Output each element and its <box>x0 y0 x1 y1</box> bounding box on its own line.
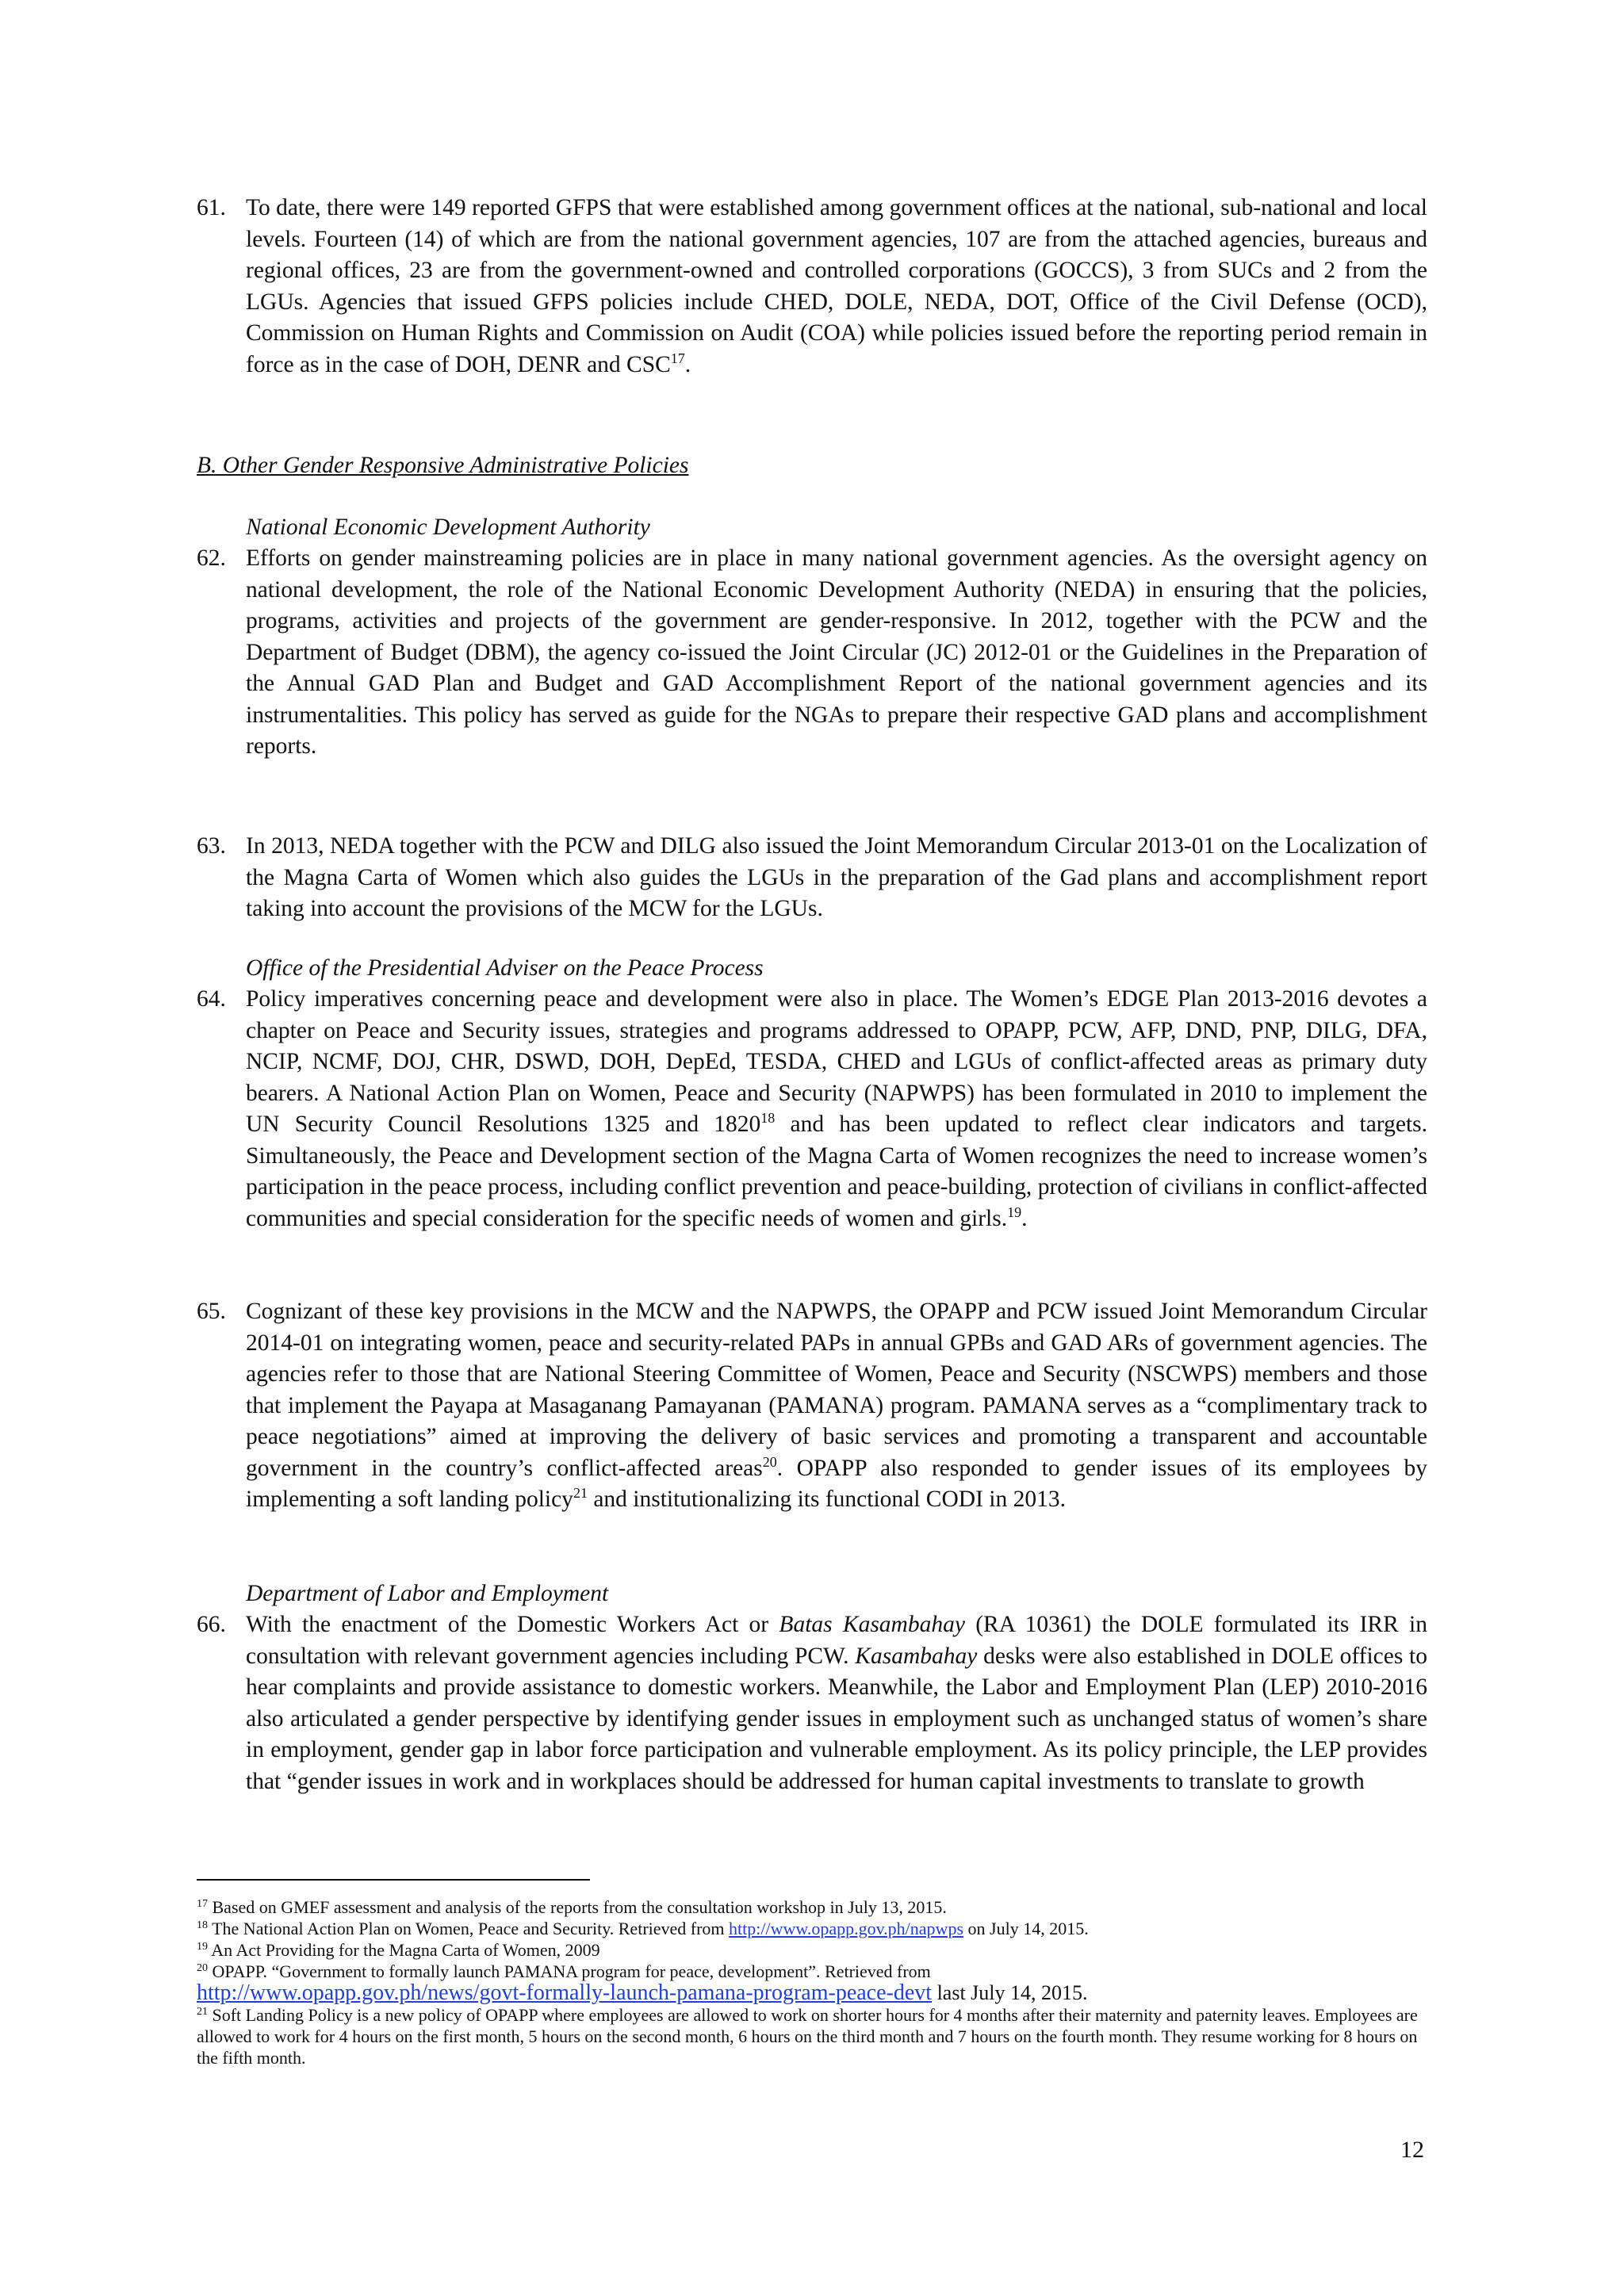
subheading-dole: Department of Labor and Employment <box>246 1581 609 1606</box>
footnote-18 <box>197 1918 1427 1939</box>
footnote-number: 18 <box>197 1919 208 1931</box>
footnote-link[interactable]: http://www.opapp.gov.ph/napwps <box>729 1919 964 1938</box>
footnote-number: 17 <box>197 1898 208 1910</box>
paragraph-number: 65. <box>197 1299 226 1324</box>
paragraph-text: . OPAPP also responded to gender issues of its employees by implementing a soft landing policy <box>246 1455 1427 1512</box>
footnote-text: last July 14, 2015. <box>932 1981 1088 2004</box>
page-number: 12 <box>1400 2137 1424 2163</box>
footnote-number: 19 <box>197 1941 208 1953</box>
paragraph-text: (RA 10361) the DOLE formulated its IRR in consultation with relevant government agencies including PCW. <box>246 1612 1428 1669</box>
footnote-ref-18: 18 <box>760 1110 776 1126</box>
paragraph-number: 63. <box>197 833 226 859</box>
paragraph-number: 66. <box>197 1612 226 1637</box>
paragraph-61 <box>197 193 1427 381</box>
paragraph-65 <box>197 1296 1427 1516</box>
paragraph-text: Cognizant of these key provisions in the MCW and the NAPWPS, the OPAPP and PCW issued Joint Memorandum Circular 2014-01 on integrating women, peace and security-related PAPs in annual GPBs and GAD ARs of government agencies. The agencies refer to those that are National Steering Committee of Women, Peace and Security (NSCWPS) members and those that implement the Payapa at Masaganang Pamayanan (PAMANA) program. PAMANA serves as a “complimentary track to peace negotiations” aimed at improving the delivery of basic services and promoting a transparent and accountable government in the country’s conflict-affected areas <box>246 1299 1427 1481</box>
footnote-text: The National Action Plan on Women, Peace and Security. Retrieved from <box>208 1919 730 1938</box>
footnote-19 <box>197 1939 1427 1961</box>
subheading-opapp: Office of the Presidential Adviser on the Peace Process <box>246 955 764 981</box>
footnote-ref-19: 19 <box>1007 1203 1022 1220</box>
paragraph-62 <box>197 543 1427 763</box>
footnote-link[interactable]: http://www.opapp.gov.ph/news/govt-formally-launch-pamana-program-peace-devt <box>197 1980 933 2005</box>
paragraph-text: and has been updated to reflect clear indicators and targets. Simultaneously, the Peace and Development section of the Magna Carta of Women recognizes the need to increase women’s participation in the peace process, including conflict prevention and peace-building, protection of civilians in conflict-affected communities and special consideration for the specific needs of women and girls. <box>246 1112 1427 1231</box>
footnote-number: 21 <box>197 2006 208 2018</box>
footnote-divider <box>197 1879 590 1881</box>
paragraph-text: To date, there were 149 reported GFPS that were established among government offices at the national, sub-national and local levels. Fourteen (14) of which are from the national government agencies, 107 are from the attached agencies, bureaus and regional offices, 23 are from the government-owned and controlled corporations (GOCCS), 3 from SUCs and 2 from the LGUs. Agencies that issued GFPS policies include CHED, DOLE, NEDA, DOT, Office of the Civil Defense (OCD), Commission on Human Rights and Commission on Audit (COA) while policies issued before the reporting period remain in force as in the case of DOH, DENR and CSC <box>246 195 1427 377</box>
footnote-21 <box>197 2004 1427 2068</box>
footnote-text: Soft Landing Policy is a new policy of OPAPP where employees are allowed to work on shorter hours for 4 months after their maternity and paternity leaves. Employees are allowed to work for 4 hours on the first month, 5 hours on the second month, 6 hours on the third month and 7 hours on the fourth month. They resume working for 8 hours on the fifth month. <box>197 2005 1418 2068</box>
paragraph-number: 64. <box>197 986 226 1012</box>
paragraph-text: and institutionalizing its functional CODI in 2013. <box>587 1487 1066 1512</box>
paragraph-end: . <box>1021 1205 1028 1231</box>
footnote-text: on July 14, 2015. <box>963 1919 1089 1938</box>
footnote-ref-21: 21 <box>573 1485 588 1501</box>
paragraph-text: With the enactment of the Domestic Workers Act or <box>246 1612 779 1637</box>
paragraph-63 <box>197 831 1427 925</box>
footnote-text: Based on GMEF assessment and analysis of the reports from the consultation workshop in July 13, 2015. <box>208 1897 947 1917</box>
paragraph-number: 61. <box>197 195 226 220</box>
footnote-ref-17: 17 <box>670 350 685 366</box>
footnote-ref-20: 20 <box>762 1453 777 1470</box>
paragraph-66 <box>197 1609 1427 1797</box>
footnote-number: 20 <box>197 1962 208 1974</box>
section-heading-b: B. Other Gender Responsive Administrative Policies <box>197 453 689 478</box>
italic-term: Batas Kasambahay <box>779 1612 965 1637</box>
subheading-neda: National Economic Development Authority <box>246 515 650 540</box>
footnote-17 <box>197 1896 1427 1918</box>
footnote-text: OPAPP. “Government to formally launch PAMANA program for peace, development”. Retrieved from <box>208 1961 931 1981</box>
paragraph-text: In 2013, NEDA together with the PCW and DILG also issued the Joint Memorandum Circular 2013-01 on the Localization of the Magna Carta of Women which also guides the LGUs in the preparation of the Gad plans and accomplishment report taking into account the provisions of the MCW for the LGUs. <box>246 833 1427 921</box>
paragraph-text: Efforts on gender mainstreaming policies are in place in many national government agencies. As the oversight agency on national development, the role of the National Economic Development Authority (NEDA) in ensuring that the policies, programs, activities and projects of the government are gender-responsive. In 2012, together with the PCW and the Department of Budget (DBM), the agency co-issued the Joint Circular (JC) 2012-01 or the Guidelines in the Preparation of the Annual GAD Plan and Budget and GAD Accomplishment Report of the national government agencies and its instrumentalities. This policy has served as guide for the NGAs to prepare their respective GAD plans and accomplishment reports. <box>246 545 1427 759</box>
paragraph-number: 62. <box>197 545 226 571</box>
paragraph-64 <box>197 984 1427 1234</box>
paragraph-end: . <box>684 351 691 377</box>
footnote-20 <box>197 1961 1427 2004</box>
italic-term: Kasambahay <box>855 1643 978 1669</box>
paragraph-text: desks were also established in DOLE offices to hear complaints and provide assistance to domestic workers. Meanwhile, the Labor and Employment Plan (LEP) 2010-2016 also articulated a gender perspective by identifying gender issues in employment such as unchanged status of women’s share in employment, gender gap in labor force participation and vulnerable employment. As its policy principle, the LEP provides that “gender issues in work and in workplaces should be addressed for human capital investments to translate to growth <box>246 1643 1427 1794</box>
footnotes <box>197 1896 1427 2068</box>
paragraph-text: Policy imperatives concerning peace and development were also in place. The Women’s EDGE Plan 2013-2016 devotes a chapter on Peace and Security issues, strategies and programs addressed to OPAPP, PCW, AFP, DND, PNP, DILG, DFA, NCIP, NCMF, DOJ, CHR, DSWD, DOH, DepEd, TESDA, CHED and LGUs of conflict-affected areas as primary duty bearers. A National Action Plan on Women, Peace and Security (NAPWPS) has been formulated in 2010 to implement the UN Security Council Resolutions 1325 and 1820 <box>246 986 1427 1137</box>
footnote-text: An Act Providing for the Magna Carta of Women, 2009 <box>208 1940 600 1960</box>
